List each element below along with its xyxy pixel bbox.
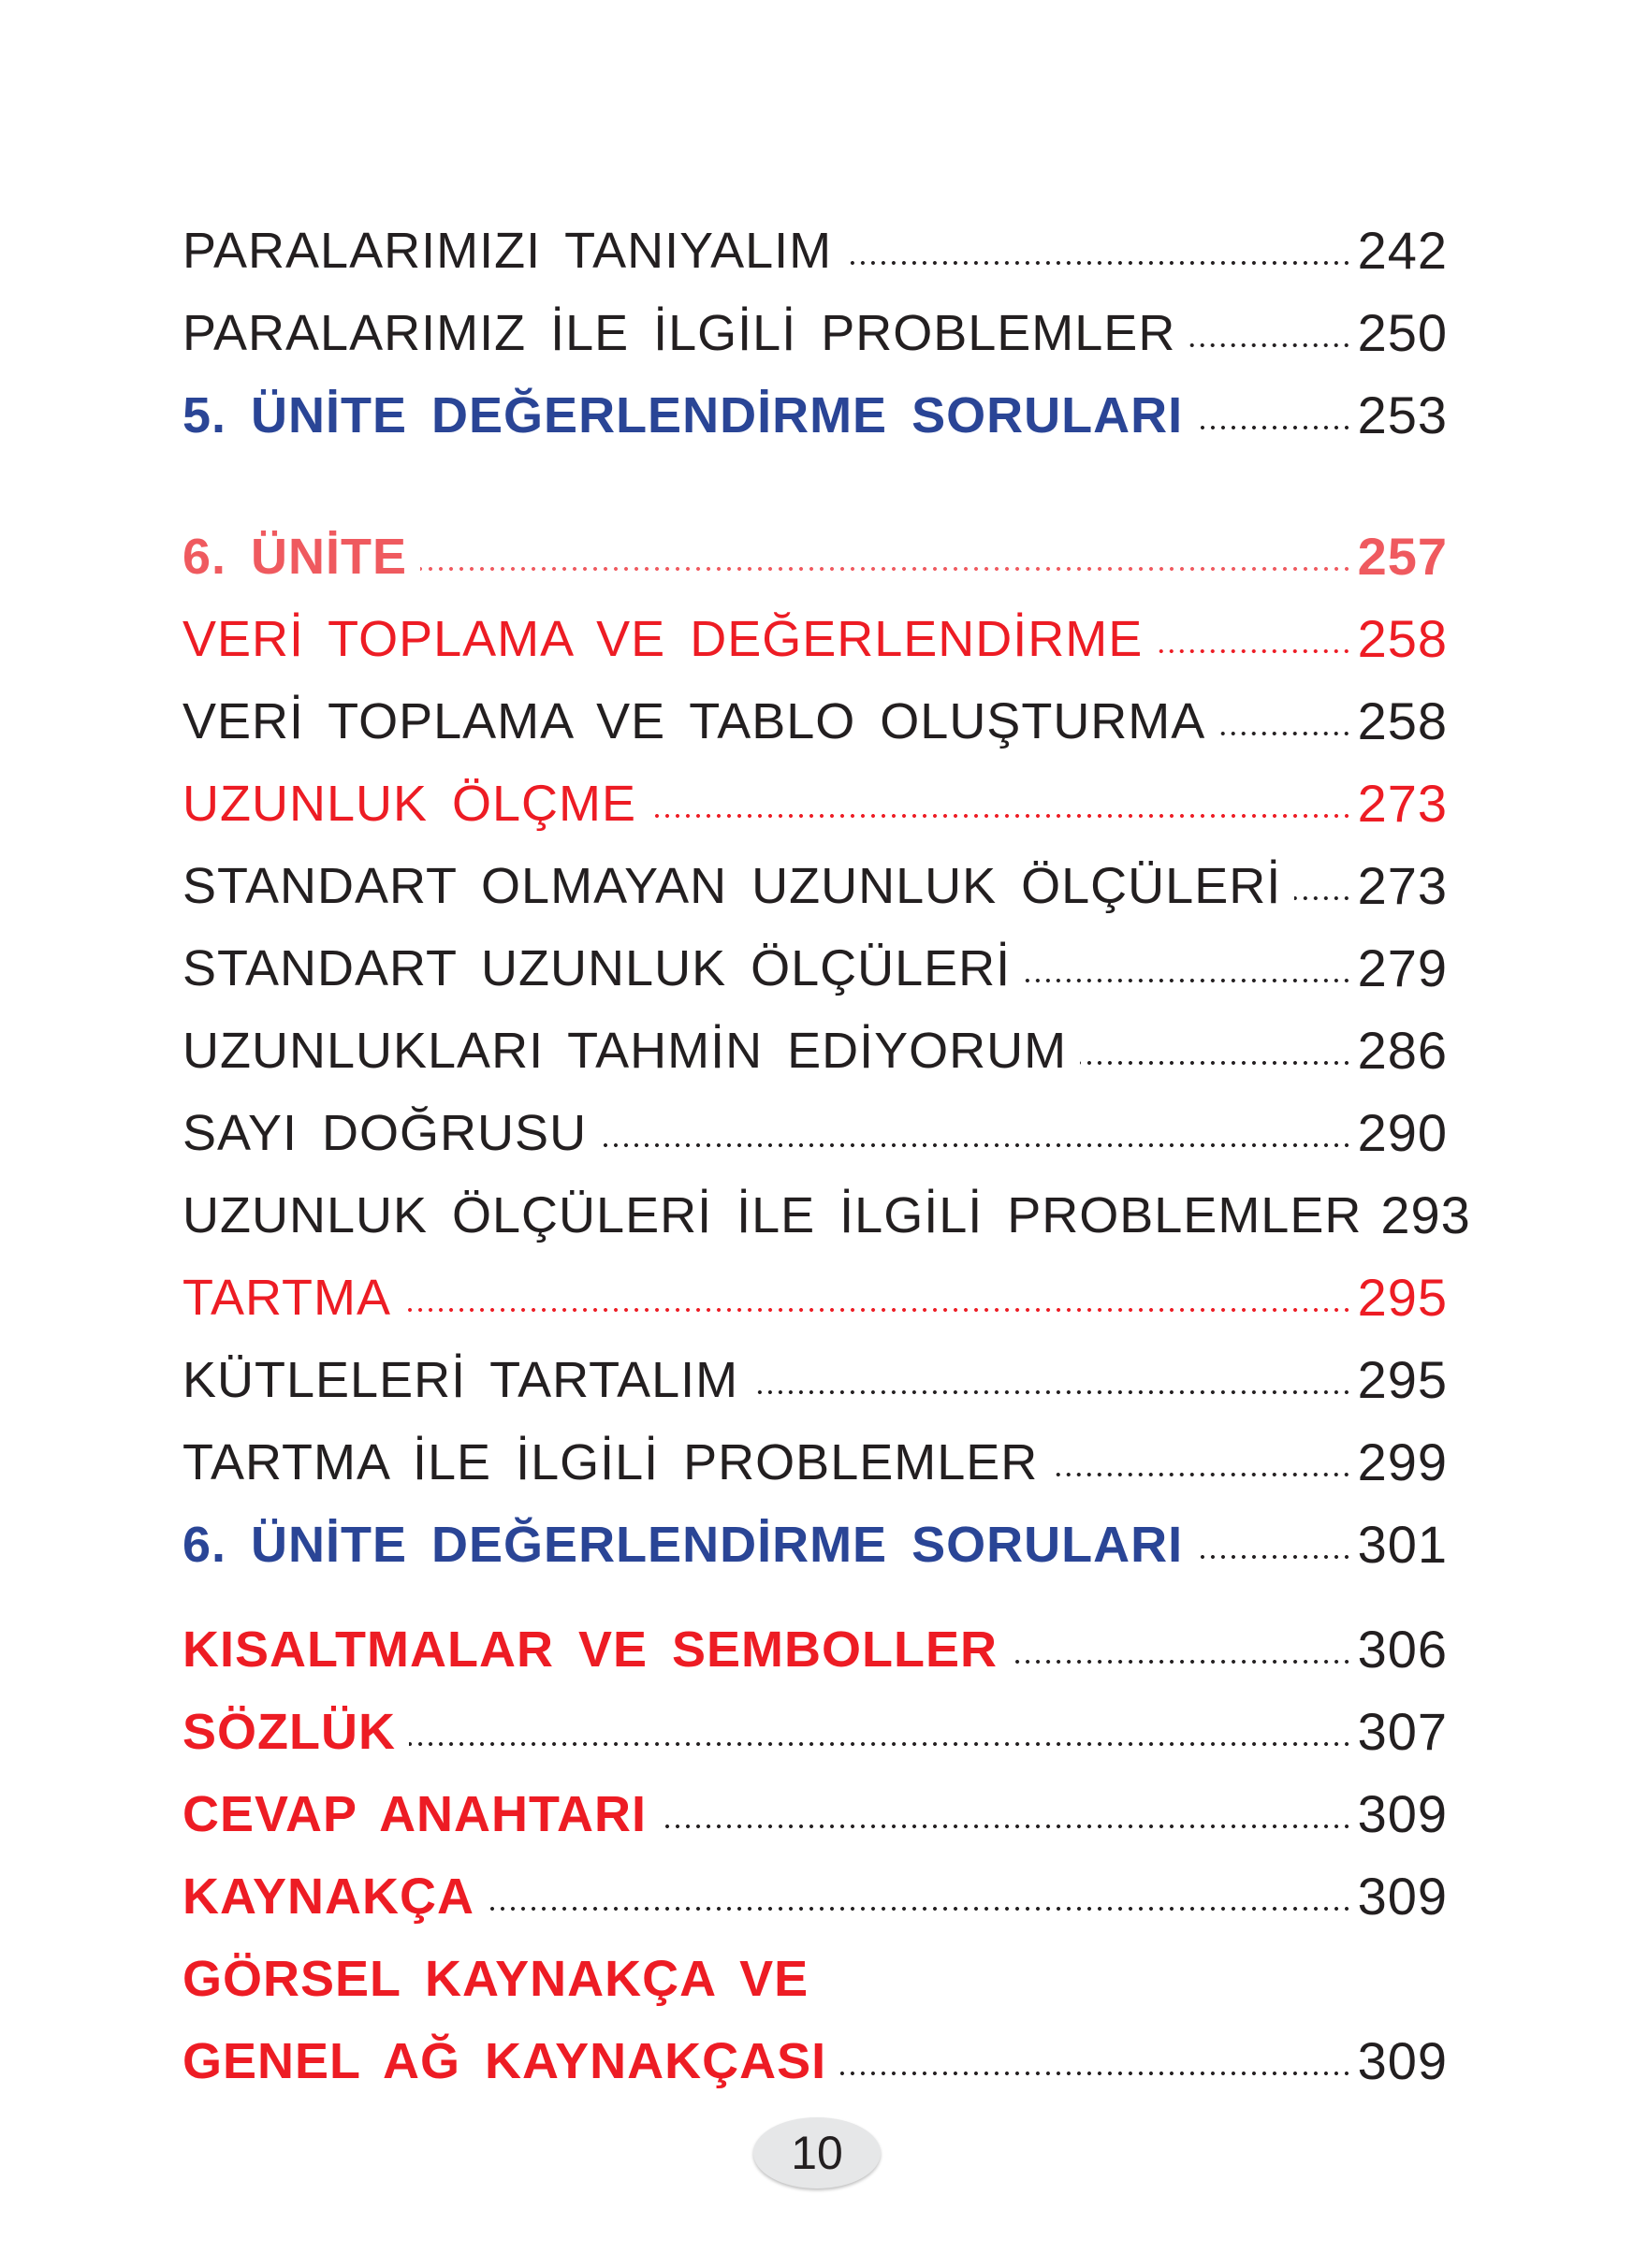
toc-entry-title: UZUNLUKLARI TAHMİN EDİYORUM: [182, 1023, 1068, 1079]
toc-entry-page: 295: [1357, 1350, 1448, 1409]
toc-entry-page: 242: [1357, 221, 1448, 280]
toc-entry-title: TARTMA İLE İLGİLİ PROBLEMLER: [182, 1434, 1039, 1490]
toc-entry[interactable]: [182, 849, 1448, 914]
toc-entry-page: 258: [1357, 691, 1448, 750]
toc-entry-page: 309: [1357, 1867, 1448, 1926]
toc-entry-title: SAYI DOĞRUSU: [182, 1105, 588, 1161]
dot-leader: [404, 1305, 1352, 1315]
toc-entry[interactable]: [182, 1096, 1448, 1161]
dot-leader: [409, 1739, 1352, 1749]
toc-entry[interactable]: [182, 213, 1448, 279]
toc-entry-title: VERİ TOPLAMA VE DEĞERLENDİRME: [182, 611, 1144, 667]
toc-entry-title: VERİ TOPLAMA VE TABLO OLUŞTURMA: [182, 693, 1206, 749]
toc-entry-title: SÖZLÜK: [182, 1704, 396, 1760]
toc-entry-page: 307: [1357, 1702, 1448, 1761]
dot-leader: [1196, 423, 1351, 432]
toc-entry-page: 258: [1357, 609, 1448, 668]
dot-leader: [751, 1388, 1351, 1397]
toc-entry[interactable]: [182, 1694, 1448, 1760]
toc-entry-title: PARALARIMIZI TANIYALIM: [182, 223, 833, 279]
toc-entry[interactable]: [182, 1612, 1448, 1678]
dot-leader: [1051, 1470, 1351, 1479]
dot-leader: [1218, 729, 1351, 738]
toc-entry-title: 5. ÜNİTE DEĞERLENDİRME SORULARI: [182, 387, 1184, 443]
toc-entry-title: KAYNAKÇA: [182, 1868, 475, 1925]
toc-entry-unit-heading[interactable]: [182, 519, 1448, 585]
toc-entry-title: UZUNLUK ÖLÇÜLERİ İLE İLGİLİ PROBLEMLER: [182, 1187, 1363, 1243]
toc-entry-page: 290: [1357, 1103, 1448, 1162]
dot-leader: [845, 258, 1351, 268]
toc-entry[interactable]: [182, 1260, 1448, 1326]
dot-leader: [488, 1904, 1352, 1913]
page-number: 10: [791, 2127, 843, 2179]
toc-entry-title: UZUNLUK ÖLÇME: [182, 776, 637, 832]
toc-entry[interactable]: [182, 1343, 1448, 1408]
dot-leader: [1156, 647, 1351, 656]
dot-leader: [1080, 1058, 1351, 1068]
toc-entry-line1[interactable]: [182, 1941, 1448, 2007]
toc-entry-title: PARALARIMIZ İLE İLGİLİ PROBLEMLER: [182, 305, 1176, 361]
dot-leader: [1294, 894, 1351, 903]
dot-leader: [1024, 976, 1351, 985]
toc-entry-title: KÜTLELERİ TARTALIM: [182, 1352, 739, 1408]
toc-entry-title: GÖRSEL KAYNAKÇA VE: [182, 1951, 809, 2007]
toc-entry[interactable]: [182, 1178, 1471, 1244]
toc-entry[interactable]: [182, 378, 1448, 443]
toc-entry-title: STANDART OLMAYAN UZUNLUK ÖLÇÜLERİ: [182, 858, 1282, 914]
toc-entry-page: 279: [1357, 938, 1448, 997]
toc-entry-page: 299: [1357, 1432, 1448, 1491]
toc-entry[interactable]: [182, 1425, 1448, 1490]
toc-entry-page: 253: [1357, 385, 1448, 444]
dot-leader: [420, 564, 1352, 574]
toc-entry-page: 273: [1357, 856, 1448, 915]
dot-leader: [1196, 1552, 1351, 1562]
toc-entry[interactable]: [182, 684, 1448, 749]
toc-entry-page: 301: [1357, 1515, 1448, 1574]
toc-entry-page: 286: [1357, 1021, 1448, 1080]
toc-entry[interactable]: [182, 931, 1448, 996]
dot-leader: [660, 1822, 1352, 1831]
dot-leader: [839, 2069, 1351, 2078]
toc-entry[interactable]: [182, 1013, 1448, 1079]
toc-entry-page: 295: [1357, 1268, 1448, 1327]
page-number-badge: [753, 2117, 881, 2188]
toc-entry-page: 306: [1357, 1620, 1448, 1679]
toc-entry-page: 309: [1357, 2031, 1448, 2090]
toc-entry[interactable]: [182, 766, 1448, 832]
toc-entry-title: STANDART UZUNLUK ÖLÇÜLERİ: [182, 940, 1012, 996]
dot-leader: [1011, 1657, 1352, 1666]
dot-leader: [649, 811, 1352, 821]
toc-entry[interactable]: [182, 602, 1448, 667]
toc-entry-title: 6. ÜNİTE DEĞERLENDİRME SORULARI: [182, 1517, 1184, 1573]
toc-entry-title: GENEL AĞ KAYNAKÇASI: [182, 2033, 827, 2089]
toc-entry[interactable]: [182, 1507, 1448, 1573]
toc-entry-page: 309: [1357, 1784, 1448, 1843]
toc-entry-page: 257: [1357, 527, 1448, 586]
dot-leader: [600, 1141, 1352, 1150]
toc-entry[interactable]: [182, 1777, 1448, 1842]
toc-entry-title: 6. ÜNİTE: [182, 529, 408, 585]
toc-entry-title: CEVAP ANAHTARI: [182, 1786, 648, 1842]
dot-leader: [1188, 341, 1351, 350]
toc-entry[interactable]: [182, 2024, 1448, 2089]
toc-entry[interactable]: [182, 296, 1448, 361]
toc-entry-title: KISALTMALAR VE SEMBOLLER: [182, 1621, 998, 1678]
toc-entry-page: 293: [1380, 1185, 1471, 1244]
toc-entry-page: 250: [1357, 303, 1448, 362]
toc-entry-page: 273: [1357, 774, 1448, 833]
toc-entry[interactable]: [182, 1859, 1448, 1925]
toc-entry-title: TARTMA: [182, 1270, 392, 1326]
